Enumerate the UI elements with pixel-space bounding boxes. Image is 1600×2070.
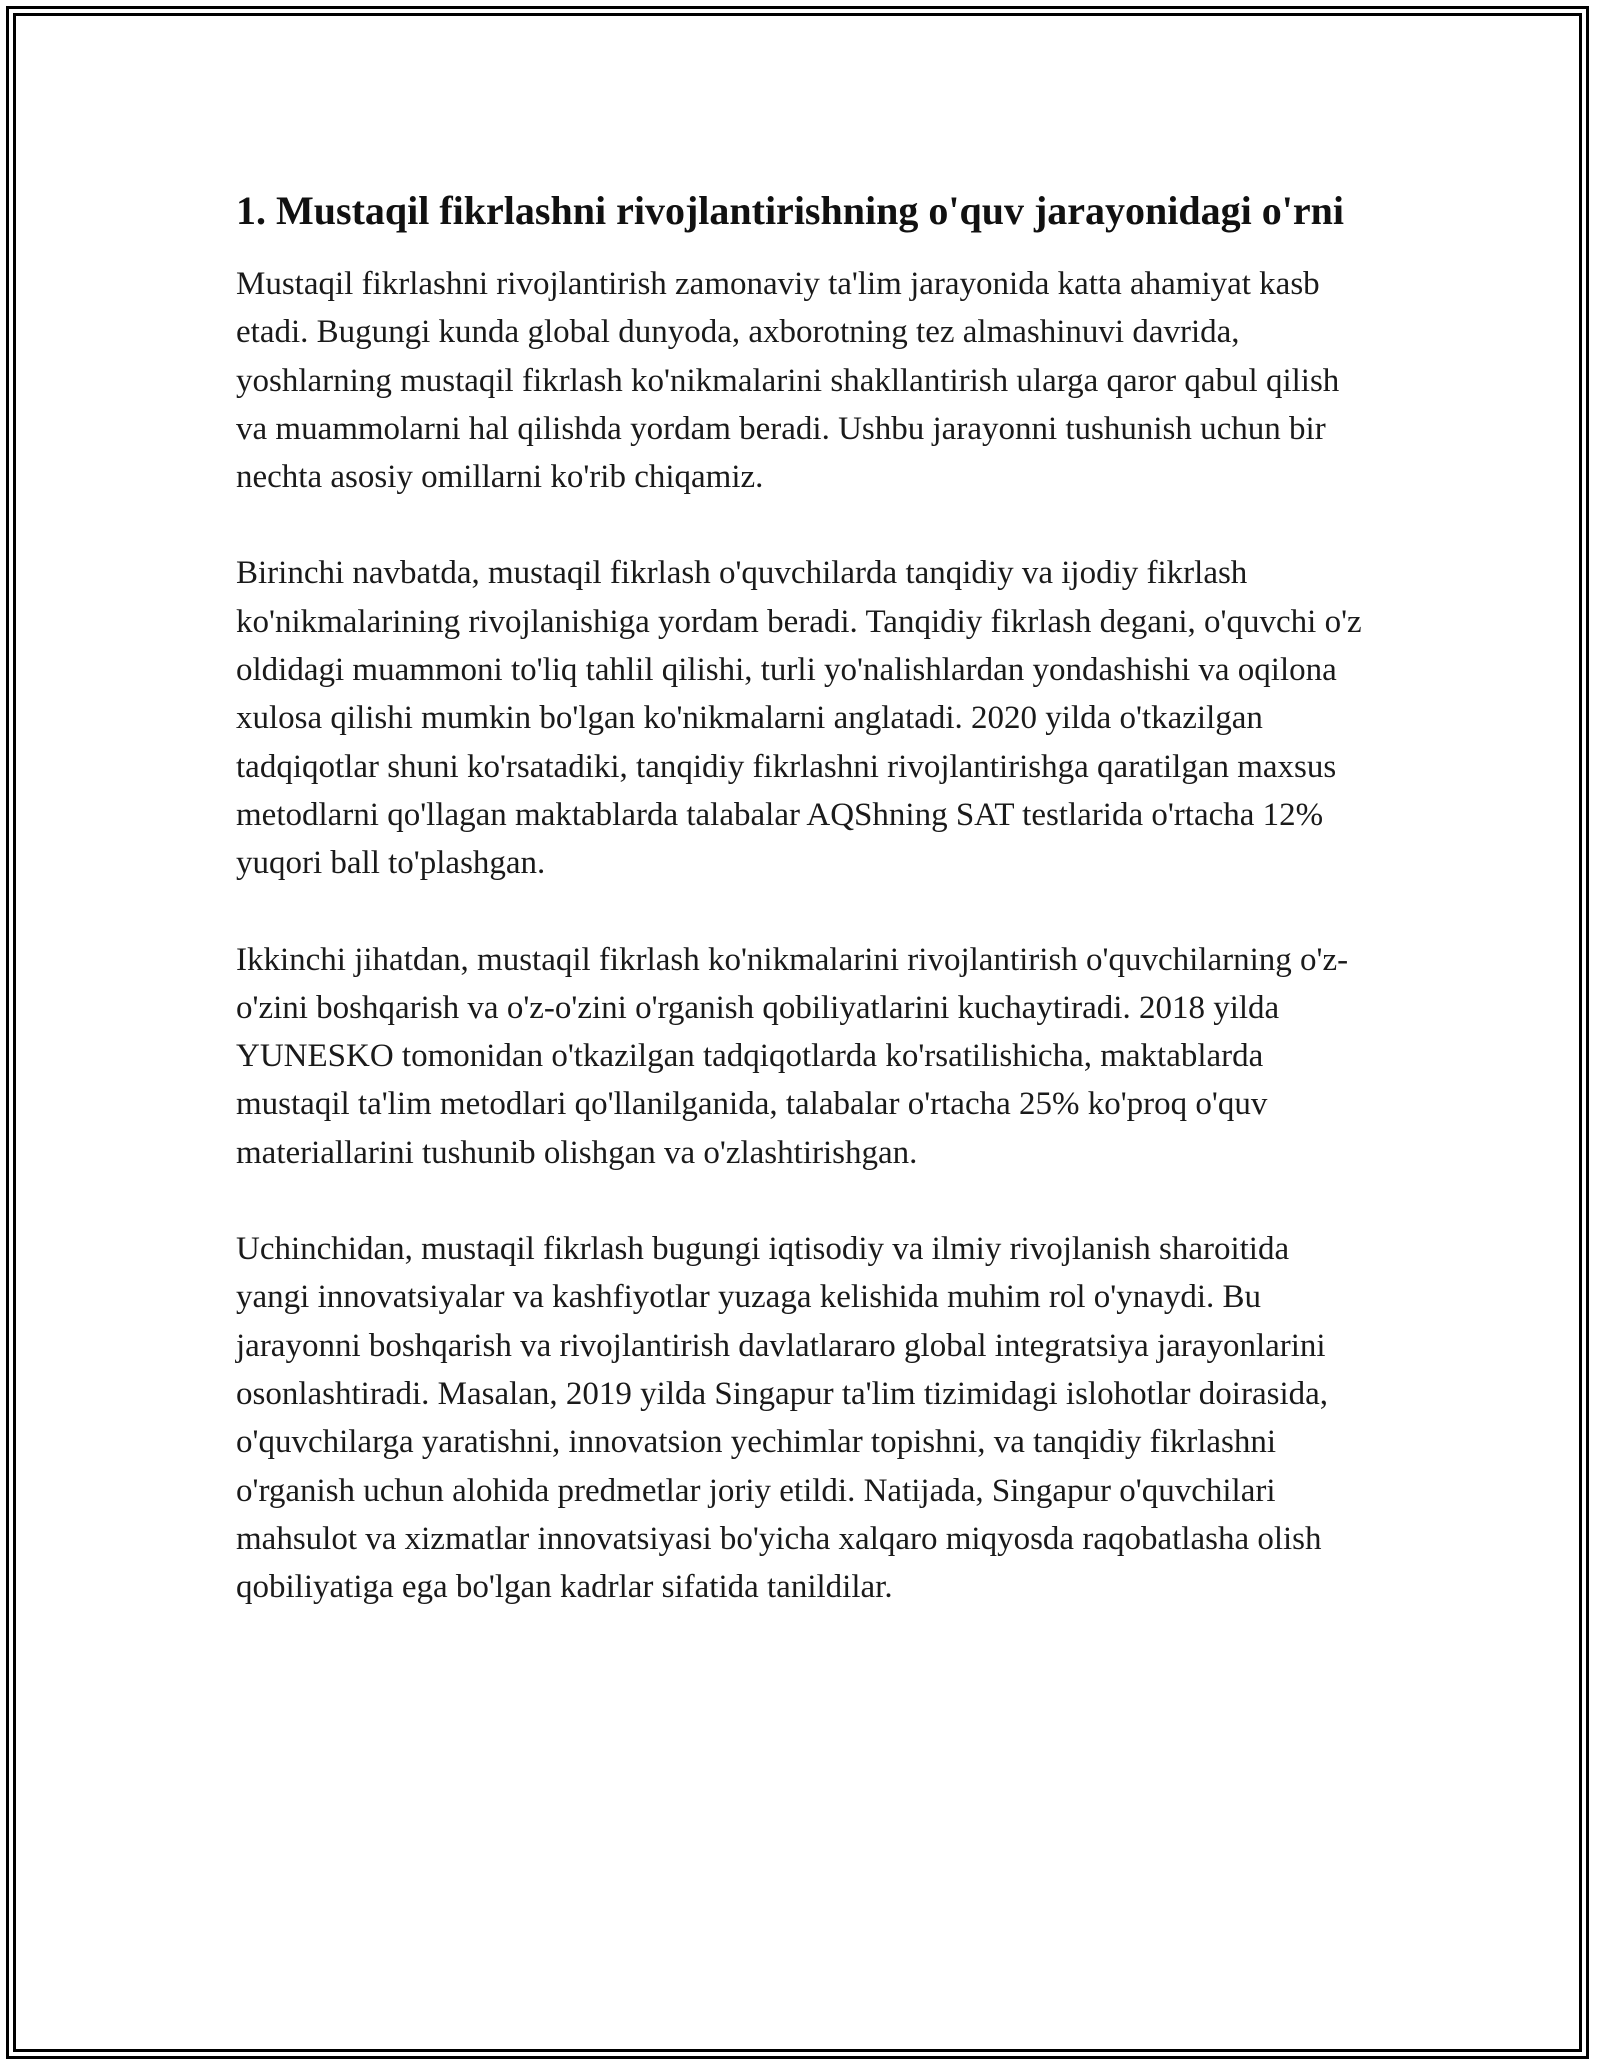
- section-heading: 1. Mustaqil fikrlashni rivojlantirishning o'quv jarayonidagi o'rni: [236, 188, 1344, 233]
- document-body: [236, 186, 1366, 1659]
- paragraph-4: Uchinchidan, mustaqil fikrlash bugungi iqtisodiy va ilmiy rivojlanish sharoitida yangi innovatsiyalar va kashfiyotlar yuzaga kelishida muhim rol o'ynaydi. Bu jarayonni boshqarish va rivojlantirish davlatlararo global integratsiya jarayonlarini osonlashtiradi. Masalan, 2019 yilda Singapur ta'lim tizimidagi islohotlar doirasida, o'quvchilarga yaratishni, innovatsion yechimlar topishni, va tanqidiy fikrlashni o'rganish uchun alohida predmetlar joriy etildi. Natijada, Singapur o'quvchilari mahsulot va xizmatlar innovatsiyasi bo'yicha xalqaro miqyosda raqobatlasha olish qobiliyatiga ega bo'lgan kadrlar sifatida tanildilar.: [236, 1231, 1329, 1606]
- paragraph-2: Birinchi navbatda, mustaqil fikrlash o'quvchilarda tanqidiy va ijodiy fikrlash ko'nikmalarining rivojlanishiga yordam beradi. Tanqidiy fikrlash degani, o'quvchi o'z oldidagi muammoni to'liq tahlil qilishi, turli yo'nalishlardan yondashishi va oqilona xulosa qilishi mumkin bo'lgan ko'nikmalarni anglatadi. 2020 yilda o'tkazilgan tadqiqotlar shuni ko'rsatadiki, tanqidiy fikrlashni rivojlantirishga qaratilgan maxsus metodlarni qo'llagan maktablarda talabalar AQShning SAT testlarida o'rtacha 12% yuqori ball to'plashgan.: [236, 555, 1362, 882]
- paragraph-3: Ikkinchi jihatdan, mustaqil fikrlash ko'nikmalarini rivojlantirish o'quvchilarning o'z-o'zini boshqarish va o'z-o'zini o'rganish qobiliyatlarini kuchaytiradi. 2018 yilda YUNESKO tomonidan o'tkazilgan tadqiqotlarda ko'rsatilishicha, maktablarda mustaqil ta'lim metodlari qo'llanilganida, talabalar o'rtacha 25% ko'proq o'quv materiallarini tushunib olishgan va o'zlashtirishgan.: [236, 941, 1349, 1171]
- paragraph-1: Mustaqil fikrlashni rivojlantirish zamonaviy ta'lim jarayonida katta ahamiyat kasb etadi. Bugungi kunda global dunyoda, axborotning tez almashinuvi davrida, yoshlarning mustaqil fikrlash ko'nikmalarini shakllantirish ularga qaror qabul qilish va muammolarni hal qilishda yordam beradi. Ushbu jarayonni tushunish uchun bir nechta asosiy omillarni ko'rib chiqamiz.: [236, 266, 1340, 496]
